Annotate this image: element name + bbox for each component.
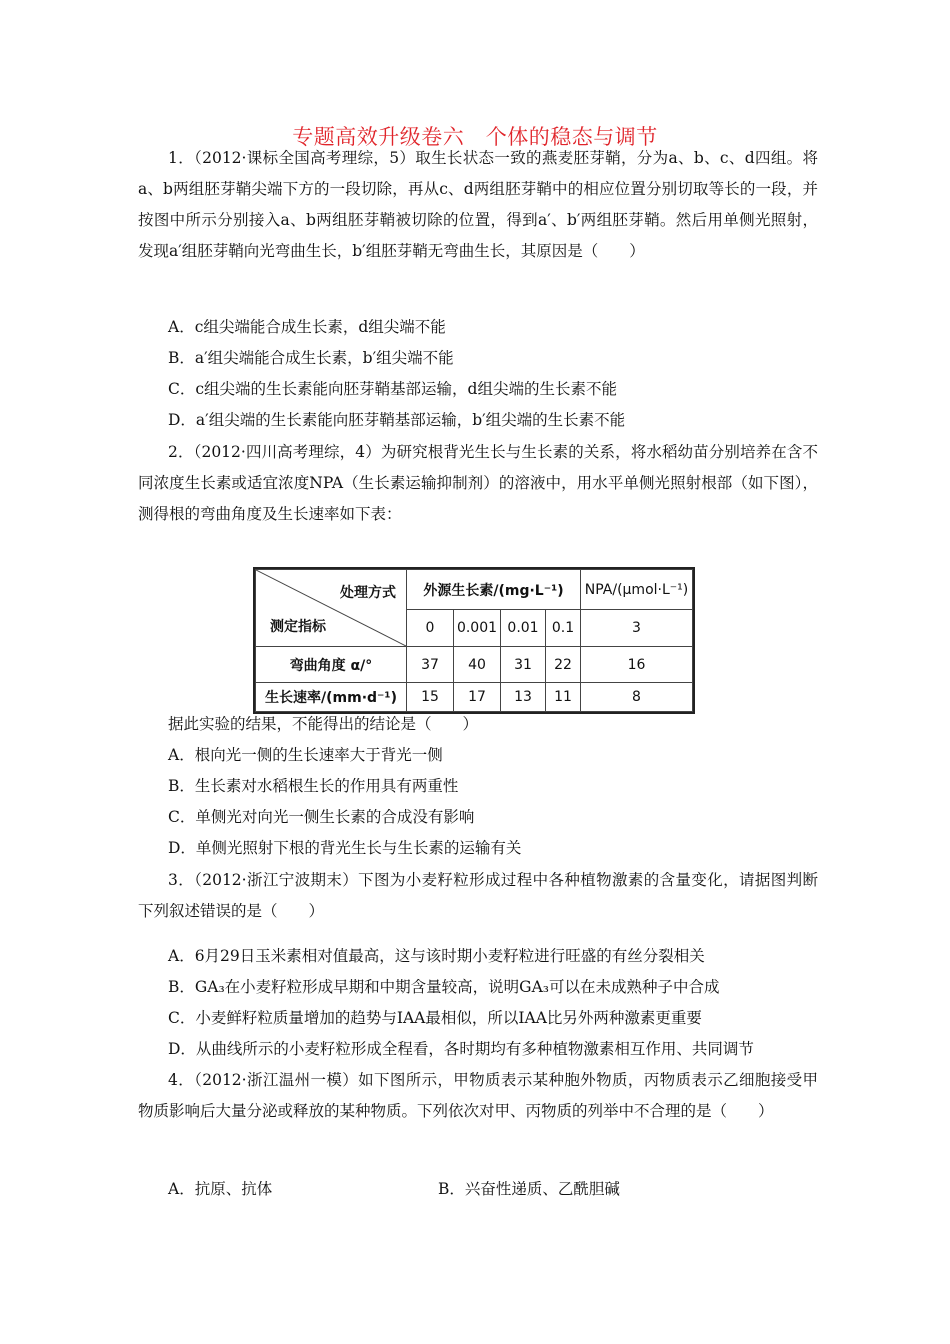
question-4-stem: 4．（2012·浙江温州一模）如下图所示，甲物质表示某种胞外物质，丙物质表示乙细胞接受甲物质影响后大量分泌或释放的某种物质。下列依次对甲、丙物质的列举中不合理的是（ ） [138, 1071, 818, 1120]
question-1-option-b: B．a′组尖端能合成生长素，b′组尖端不能 [168, 349, 454, 367]
question-2-option-c: C．单侧光对向光一侧生长素的合成没有影响 [168, 808, 475, 826]
question-2-option-b: B．生长素对水稻根生长的作用具有两重性 [168, 777, 459, 795]
table-cell: 8 [581, 683, 693, 712]
question-2-stem: 2．（2012·四川高考理综，4）为研究根背光生长与生长素的关系，将水稻幼苗分别培养在含不同浓度生长素或适宜浓度NPA（生长素运输抑制剂）的溶液中，用水平单侧光照射根部（如下图），测得根的弯曲角度及生长速率如下表： [138, 443, 818, 523]
question-2-option-d: D．单侧光照射下根的背光生长与生长素的运输有关 [168, 839, 522, 857]
question-1-option-d: D．a′组尖端的生长素能向胚芽鞘基部运输，b′组尖端的生长素不能 [168, 411, 626, 429]
question-1-option-a: A．c组尖端能合成生长素，d组尖端不能 [168, 318, 446, 336]
conc-cell: 0.1 [546, 610, 581, 647]
question-1-option-c: C．c组尖端的生长素能向胚芽鞘基部运输，d组尖端的生长素不能 [168, 380, 617, 398]
table-cell: 31 [501, 647, 546, 683]
table-cell: 22 [546, 647, 581, 683]
question-4-option-b: B．兴奋性递质、乙酰胆碱 [438, 1180, 620, 1198]
question-3-option-b: B．GA₃在小麦籽粒形成早期和中期含量较高，说明GA₃可以在未成熟种子中合成 [168, 978, 720, 996]
data-table [253, 567, 695, 714]
question-2-prompt: 据此实验的结果，不能得出的结论是（ ） [168, 715, 479, 733]
question-3-stem: 3．（2012·浙江宁波期末）下图为小麦籽粒形成过程中各种植物激素的含量变化，请据图判断下列叙述错误的是（ ） [138, 871, 818, 920]
table-row [256, 647, 693, 683]
question-2-option-a: A．根向光一侧的生长速率大于背光一侧 [168, 746, 443, 764]
header-auxin: 外源生长素/(mg·L⁻¹) [407, 570, 581, 610]
table-cell: 40 [454, 647, 501, 683]
conc-cell: 3 [581, 610, 693, 647]
table-cell: 17 [454, 683, 501, 712]
table-cell: 13 [501, 683, 546, 712]
corner-header-treatment: 处理方式 [340, 585, 396, 601]
header-npa: NPA/(μmol·L⁻¹) [581, 570, 693, 610]
question-3-option-a: A．6月29日玉米素相对值最高，这与该时期小麦籽粒进行旺盛的有丝分裂相关 [168, 947, 705, 965]
table-cell: 37 [407, 647, 454, 683]
table-cell: 15 [407, 683, 454, 712]
table-row [256, 683, 693, 712]
row-label-angle: 弯曲角度 α/° [256, 647, 407, 683]
table-cell: 16 [581, 647, 693, 683]
table-cell: 11 [546, 683, 581, 712]
question-4-option-a: A．抗原、抗体 [168, 1180, 273, 1198]
conc-cell: 0.01 [501, 610, 546, 647]
page-title: 专题高效升级卷六 个体的稳态与调节 [292, 125, 658, 149]
table-corner-cell [256, 570, 407, 647]
question-1-stem: 1．（2012·课标全国高考理综，5）取生长状态一致的燕麦胚芽鞘，分为a、b、c、d四组。将a、b两组胚芽鞘尖端下方的一段切除，再从c、d两组胚芽鞘中的相应位置分别切取等长的一段，并按图中所示分别接入a、b两组胚芽鞘被切除的位置，得到a′、b′两组胚芽鞘。然后用单侧光照射，发现a′组胚芽鞘向光弯曲生长，b′组胚芽鞘无弯曲生长，其原因是（ ） [138, 149, 818, 260]
row-label-rate: 生长速率/(mm·d⁻¹) [256, 683, 407, 712]
question-3-option-c: C．小麦鲜籽粒质量增加的趋势与IAA最相似，所以IAA比另外两种激素更重要 [168, 1009, 702, 1027]
question-3-option-d: D．从曲线所示的小麦籽粒形成全程看，各时期均有多种植物激素相互作用、共同调节 [168, 1040, 754, 1058]
conc-cell: 0 [407, 610, 454, 647]
corner-header-measure: 测定指标 [270, 619, 326, 635]
conc-cell: 0.001 [454, 610, 501, 647]
